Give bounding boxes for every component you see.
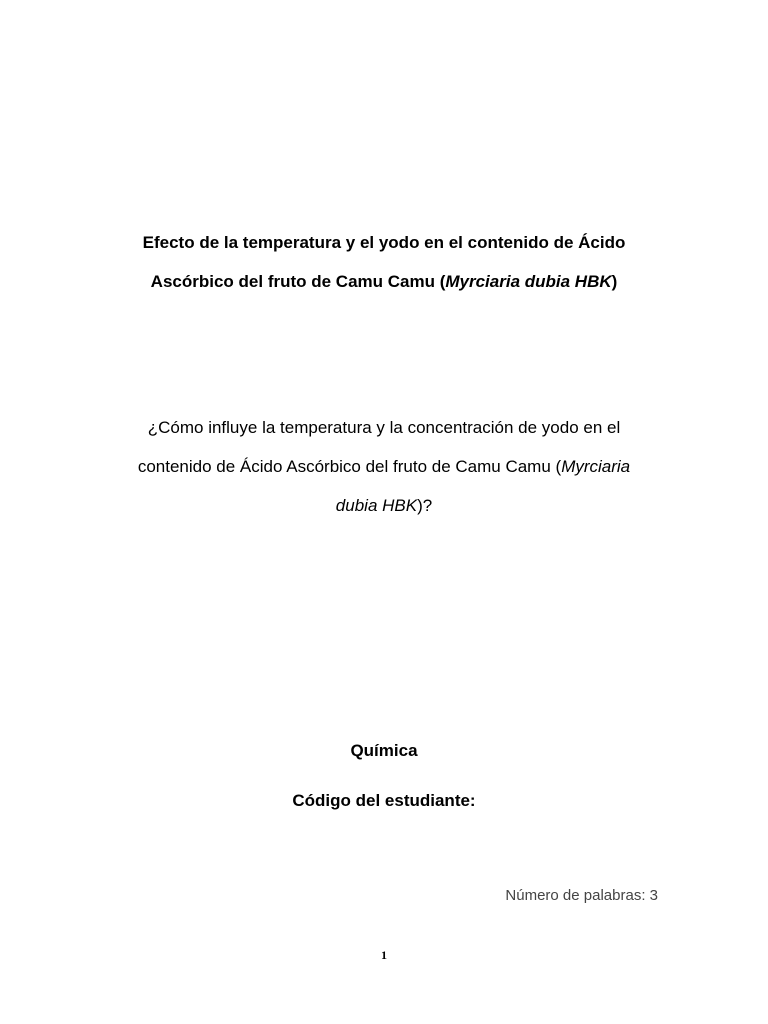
research-question-line-3 (0, 496, 768, 516)
question-line-3-suffix: )? (417, 496, 433, 515)
title-line-2-prefix: Ascórbico del fruto de Camu Camu ( (150, 272, 446, 291)
page-number: 1 (381, 948, 387, 962)
question-line-2-prefix: contenido de Ácido Ascórbico del fruto de Camu Camu ( (137, 457, 562, 476)
subject-text: Química (350, 741, 418, 760)
title-line-2-suffix: ) (611, 272, 618, 291)
question-species-genus: Myrciaria (561, 457, 631, 476)
subject-label (0, 741, 768, 761)
title-line-1 (0, 233, 768, 253)
question-species-epithet: dubia HBK (335, 496, 418, 515)
research-question-line-1 (0, 418, 768, 438)
question-line-1-text: ¿Cómo influye la temperatura y la concentración de yodo en el (147, 418, 621, 437)
title-line-1-text: Efecto de la temperatura y el yodo en el contenido de Ácido (142, 233, 626, 252)
title-line-2 (0, 272, 768, 292)
student-code-text: Código del estudiante: (292, 791, 476, 810)
title-species-name: Myrciaria dubia HBK (445, 272, 612, 291)
word-count: Número de palabras: 3 (505, 887, 658, 904)
student-code-label (0, 791, 768, 811)
research-question-line-2 (0, 457, 768, 477)
